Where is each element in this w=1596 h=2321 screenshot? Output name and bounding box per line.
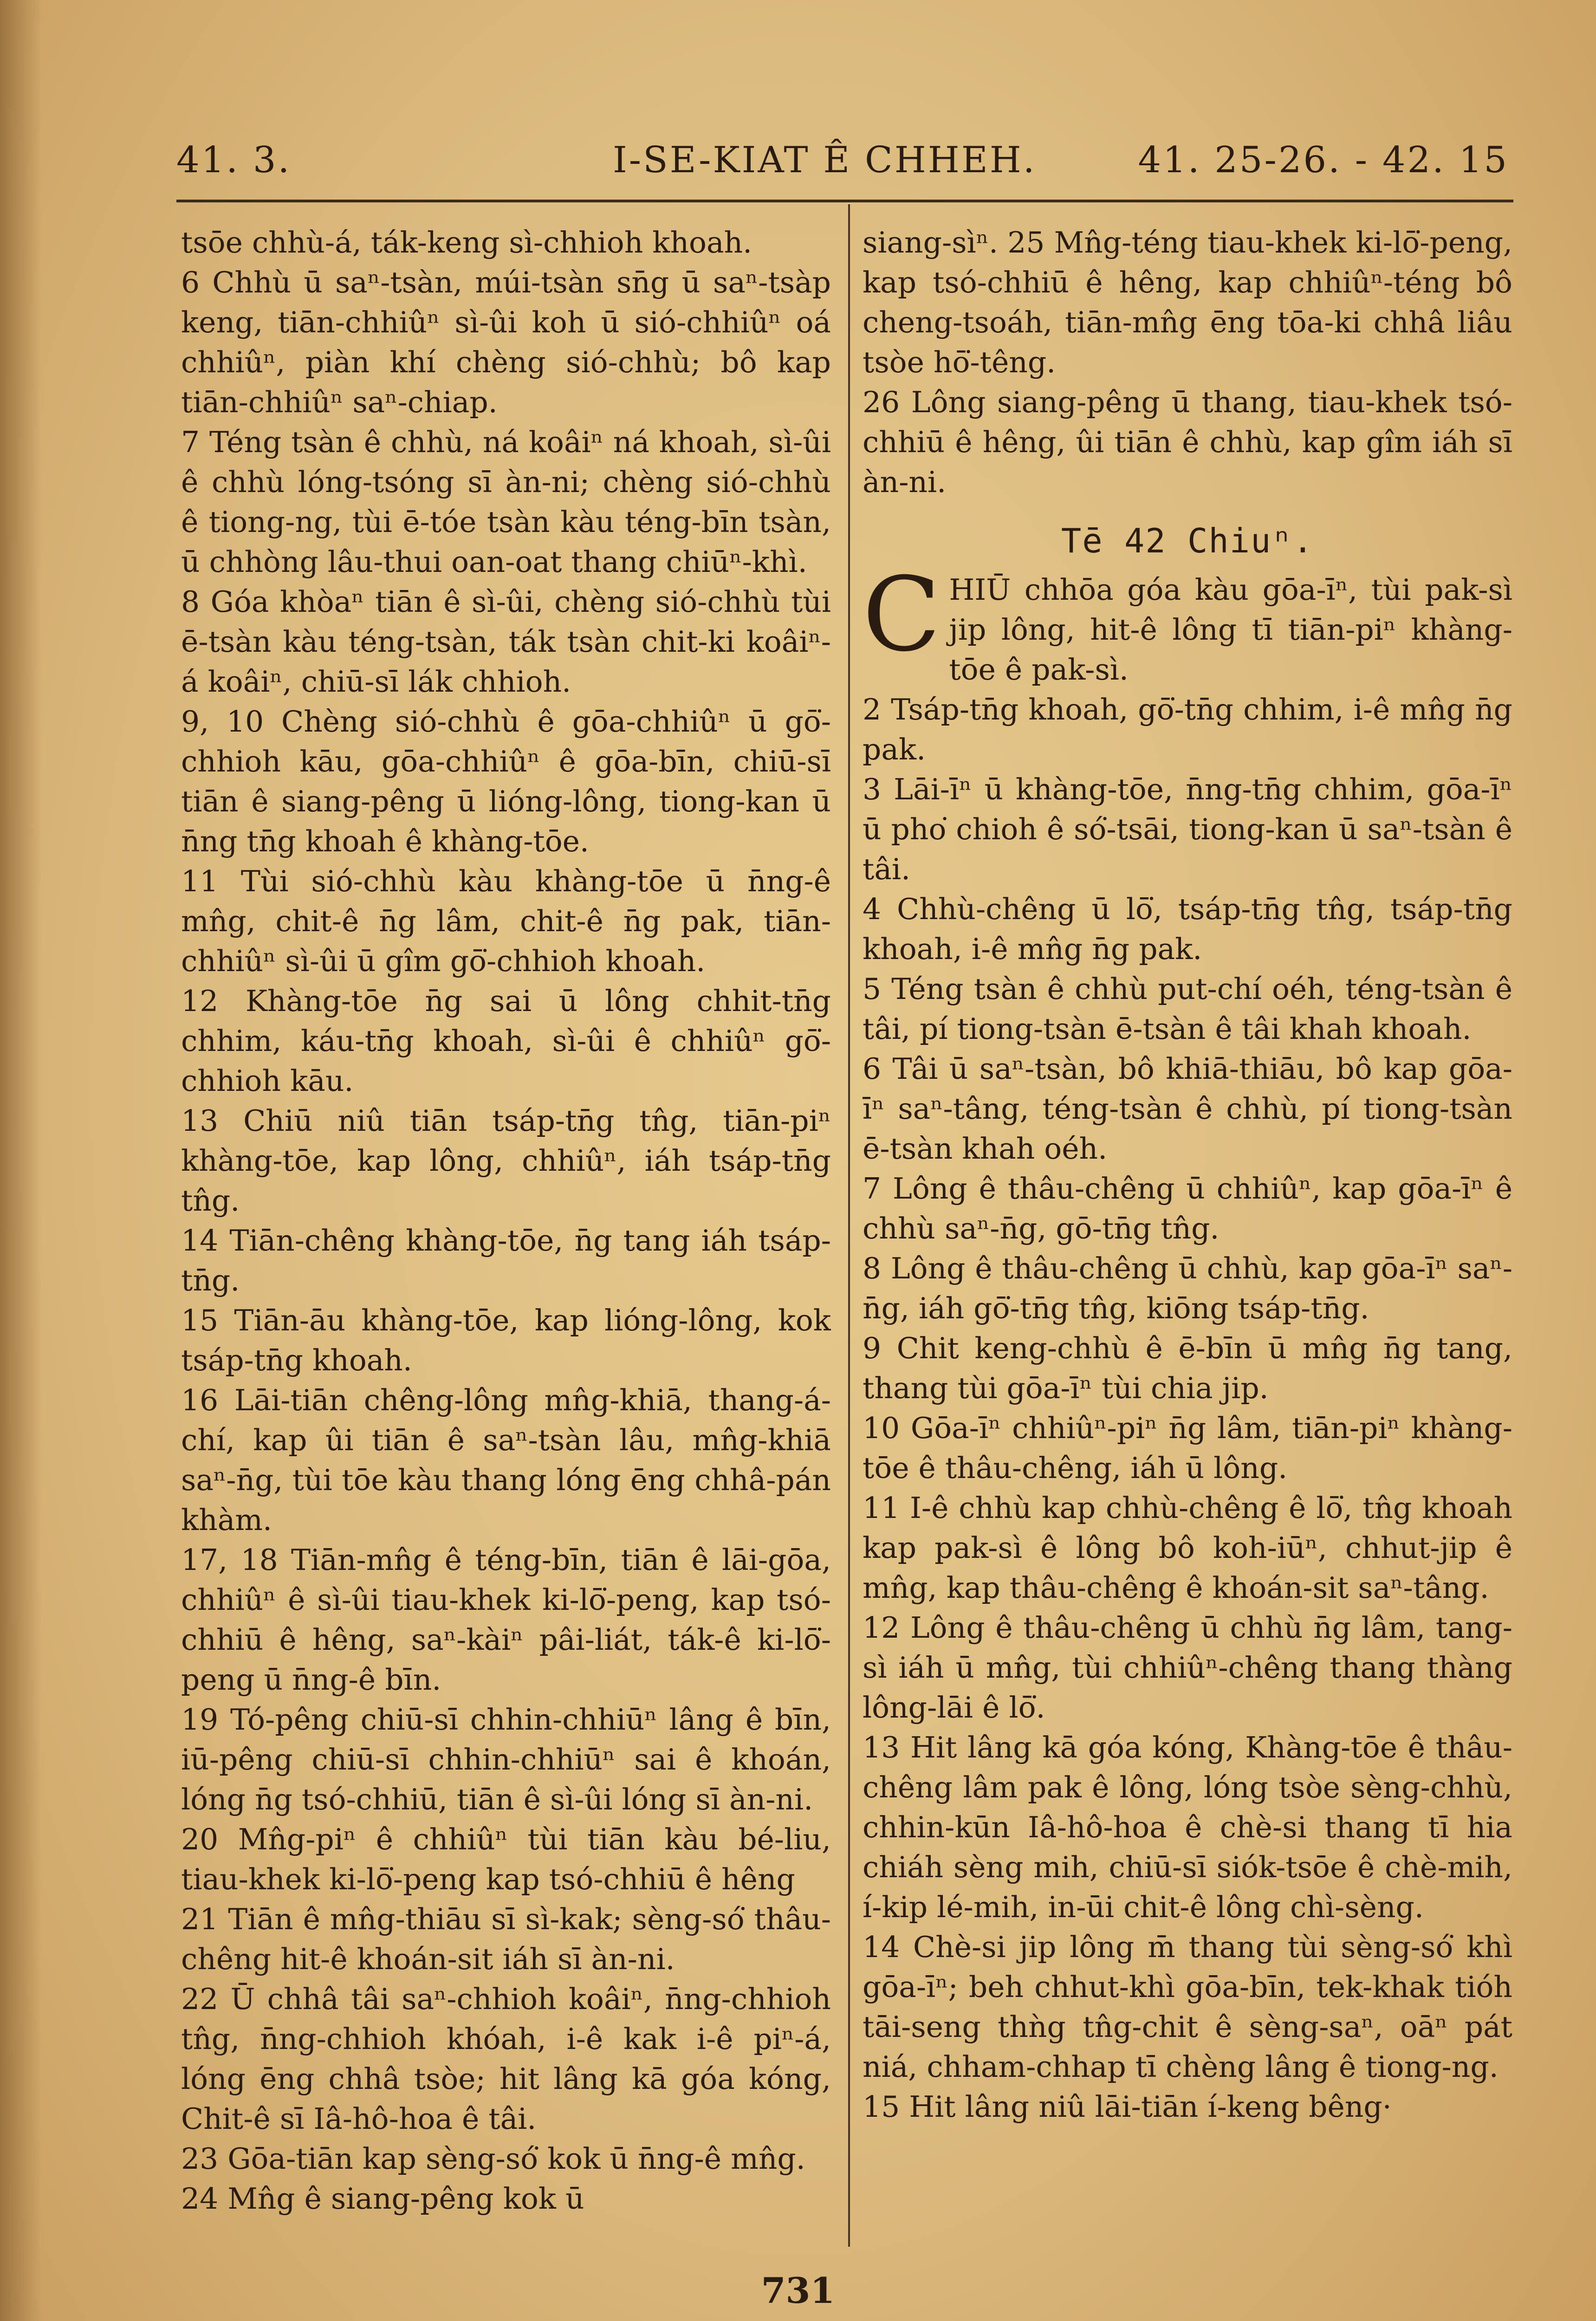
drop-cap-letter: C: [863, 555, 941, 674]
verse-paragraph: 23 Gōa-tiān kap sèng-só͘ kok ū n̄ng-ê mn̂g.: [181, 2142, 805, 2176]
verse-paragraph: 14 Tiān-chêng khàng-tōe, n̄g tang iáh tsáp-tn̄g.: [181, 1224, 831, 1297]
chapter-heading: Tē 42 Chiuⁿ.: [1061, 521, 1314, 560]
header-chapter-ref-left: 41. 3.: [176, 139, 292, 181]
verse-paragraph: 13 Hit lâng kā góa kóng, Khàng-tōe ê thâu-chêng lâm pak ê lông, lóng tsòe sèng-chhù, chhin-kūn Iâ-hô-hoa ê chè-si thang tī hia chiáh sèng mih, chiū-sī siók-tsōe ê chè-mih, í-kip lé-mih, in-ūi chit-ê lông chì-sèng.: [863, 1731, 1512, 1924]
verse-paragraph: 11 Tùi sió-chhù kàu khàng-tōe ū n̄ng-ê mn̂g, chit-ê n̄g lâm, chit-ê n̄g pak, tiān-chhiûⁿ sì-ûi ū gîm gō͘-chhioh khoah.: [181, 864, 831, 978]
verse-paragraph: 8 Góa khòaⁿ tiān ê sì-ûi, chèng sió-chhù tùi ē-tsàn kàu téng-tsàn, ták tsàn chit-ki koâiⁿ-á koâiⁿ, chiū-sī lák chhioh.: [181, 585, 831, 699]
page-edge-shadow: [0, 0, 42, 2321]
verse-paragraph: 12 Khàng-tōe n̄g sai ū lông chhit-tn̄g chhim, káu-tn̄g khoah, sì-ûi ê chhiûⁿ gō͘-chhioh kāu.: [181, 984, 831, 1098]
column-divider: [848, 204, 850, 2247]
verse-paragraph: 3 Lāi-īⁿ ū khàng-tōe, n̄ng-tn̄g chhim, gōa-īⁿ ū pho͘ chioh ê só͘-tsāi, tiong-kan ū saⁿ-tsàn ê tâi.: [863, 772, 1512, 886]
verse-paragraph: 15 Hit lâng niû lāi-tiān í-keng bêng·: [863, 2090, 1392, 2124]
verse-paragraph: 16 Lāi-tiān chêng-lông mn̂g-khiā, thang-á-chí, kap ûi tiān ê saⁿ-tsàn lâu, mn̂g-khiā saⁿ-n̄g, tùi tōe kàu thang lóng ēng chhâ-pán khàm.: [181, 1383, 831, 1537]
verse-paragraph: 7 Téng tsàn ê chhù, ná koâiⁿ ná khoah, sì-ûi ê chhù lóng-tsóng sī àn-ni; chèng sió-chhù ê tiong-ng, tùi ē-tóe tsàn kàu téng-bīn tsàn, ū chhòng lâu-thui oan-oat thang chiūⁿ-khì.: [181, 425, 831, 579]
verse-paragraph: 21 Tiān ê mn̂g-thiāu sī sì-kak; sèng-só͘ thâu-chêng hit-ê khoán-sit iáh sī àn-ni.: [181, 1902, 831, 1976]
verse-paragraph: siang-sìⁿ. 25 Mn̂g-téng tiau-khek ki-lō͘-peng, kap tsó-chhiū ê hêng, kap chhiûⁿ-téng bô cheng-tsoáh, tiān-mn̂g ēng tōa-ki chhâ liâu tsòe hō͘-têng.: [863, 226, 1512, 379]
verse-paragraph: 9 Chit keng-chhù ê ē-bīn ū mn̂g n̄g tang, thang tùi gōa-īⁿ tùi chia jip.: [863, 1331, 1512, 1405]
page-number: 731: [761, 2270, 835, 2311]
verse-paragraph: 26 Lông siang-pêng ū thang, tiau-khek tsó-chhiū ê hêng, ûi tiān ê chhù, kap gîm iáh sī àn-ni.: [863, 385, 1512, 499]
verse-paragraph: 2 Tsáp-tn̄g khoah, gō͘-tn̄g chhim, i-ê mn̂g n̄g pak.: [863, 693, 1512, 766]
verse-paragraph: 20 Mn̂g-piⁿ ê chhiûⁿ tùi tiān kàu bé-liu, tiau-khek ki-lō͘-peng kap tsó-chhiū ê hêng: [181, 1822, 831, 1896]
verse-paragraph: 13 Chiū niû tiān tsáp-tn̄g tn̂g, tiān-piⁿ khàng-tōe, kap lông, chhiûⁿ, iáh tsáp-tn̄g tn̂g.: [181, 1104, 831, 1218]
verse-paragraph: 4 Chhù-chêng ū lō͘, tsáp-tn̄g tn̂g, tsáp-tn̄g khoah, i-ê mn̂g n̄g pak.: [863, 892, 1512, 966]
verse-paragraph: 15 Tiān-āu khàng-tōe, kap lióng-lông, kok tsáp-tn̄g khoah.: [181, 1303, 831, 1377]
verse-paragraph: 8 Lông ê thâu-chêng ū chhù, kap gōa-īⁿ saⁿ-n̄g, iáh gō͘-tn̄g tn̂g, kiōng tsáp-tn̄g.: [863, 1251, 1512, 1325]
verse-paragraph: 24 Mn̂g ê siang-pêng kok ū: [181, 2182, 584, 2216]
header-chapter-ref-right: 41. 25-26. - 42. 15: [1138, 139, 1509, 181]
verse-paragraph: 19 Tó-pêng chiū-sī chhin-chhiūⁿ lâng ê bīn, iū-pêng chiū-sī chhin-chhiūⁿ sai ê khoán, lóng n̄g tsó-chhiū, tiān ê sì-ûi lóng sī àn-ni.: [181, 1703, 831, 1816]
verse-paragraph: 9, 10 Chèng sió-chhù ê gōa-chhiûⁿ ū gō͘-chhioh kāu, gōa-chhiûⁿ ê gōa-bīn, chiū-sī tiān ê siang-pêng ū lióng-lông, tiong-kan ū n̄ng tn̄g khoah ê khàng-tōe.: [181, 705, 831, 858]
chapter-opening-paragraph: [863, 555, 1512, 690]
verse-paragraph: 12 Lông ê thâu-chêng ū chhù n̄g lâm, tang-sì iáh ū mn̂g, tùi chhiûⁿ-chêng thang thàng lông-lāi ê lō͘.: [863, 1611, 1512, 1725]
verse-text: HIŪ chhōa góa kàu gōa-īⁿ, tùi pak-sì jip lông, hit-ê lông tī tiān-piⁿ khàng-tōe ê pak-sì.: [949, 573, 1512, 687]
verse-paragraph: tsōe chhù-á, ták-keng sì-chhioh khoah.: [181, 226, 753, 259]
right-column: [863, 223, 1512, 2237]
verse-paragraph: 6 Tâi ū saⁿ-tsàn, bô khiā-thiāu, bô kap gōa-īⁿ saⁿ-tâng, téng-tsàn ê chhù, pí tiong-tsàn ē-tsàn khah oéh.: [863, 1052, 1512, 1166]
verse-paragraph: 14 Chè-si jip lông m̄ thang tùi sèng-só͘ khì gōa-īⁿ; beh chhut-khì gōa-bīn, tek-khak tióh tāi-seng thǹg tn̂g-chit ê sèng-saⁿ, oāⁿ pát niá, chham-chhap tī chèng lâng ê tiong-ng.: [863, 1930, 1512, 2084]
verse-paragraph: 10 Gōa-īⁿ chhiûⁿ-piⁿ n̄g lâm, tiān-piⁿ khàng-tōe ê thâu-chêng, iáh ū lông.: [863, 1411, 1512, 1485]
verse-paragraph: 11 I-ê chhù kap chhù-chêng ê lō͘, tn̂g khoah kap pak-sì ê lông bô koh-iūⁿ, chhut-jip ê mn̂g, kap thâu-chêng ê khoán-sit saⁿ-tâng.: [863, 1491, 1512, 1605]
verse-paragraph: 7 Lông ê thâu-chêng ū chhiûⁿ, kap gōa-īⁿ ê chhù saⁿ-n̄g, gō-tn̄g tn̂g.: [863, 1172, 1512, 1245]
running-header: [176, 139, 1509, 190]
verse-paragraph: 22 Ū chhâ tâi saⁿ-chhioh koâiⁿ, n̄ng-chhioh tn̂g, n̄ng-chhioh khóah, i-ê kak i-ê piⁿ-á, lóng ēng chhâ tsòe; hit lâng kā góa kóng, Chit-ê sī Iâ-hô-hoa ê tâi.: [181, 1982, 831, 2136]
left-column: [181, 223, 831, 2237]
verse-paragraph: 6 Chhù ū saⁿ-tsàn, múi-tsàn sn̄g ū saⁿ-tsàp keng, tiān-chhiûⁿ sì-ûi koh ū sió-chhiûⁿ oá chhiûⁿ, piàn khí chèng sió-chhù; bô kap tiān-chhiûⁿ saⁿ-chiap.: [181, 266, 831, 419]
verse-paragraph: 17, 18 Tiān-mn̂g ê téng-bīn, tiān ê lāi-gōa, chhiûⁿ ê sì-ûi tiau-khek ki-lō͘-peng, kap tsó-chhiū ê hêng, saⁿ-kàiⁿ pâi-liát, ták-ê ki-lō͘-peng ū n̄ng-ê bīn.: [181, 1543, 831, 1697]
header-rule: [176, 200, 1513, 202]
header-book-title: I-SE-KIAT Ê CHHEH.: [613, 139, 1037, 181]
verse-paragraph: 5 Téng tsàn ê chhù put-chí oéh, téng-tsàn ê tâi, pí tiong-tsàn ē-tsàn ê tâi khah khoah.: [863, 972, 1512, 1046]
